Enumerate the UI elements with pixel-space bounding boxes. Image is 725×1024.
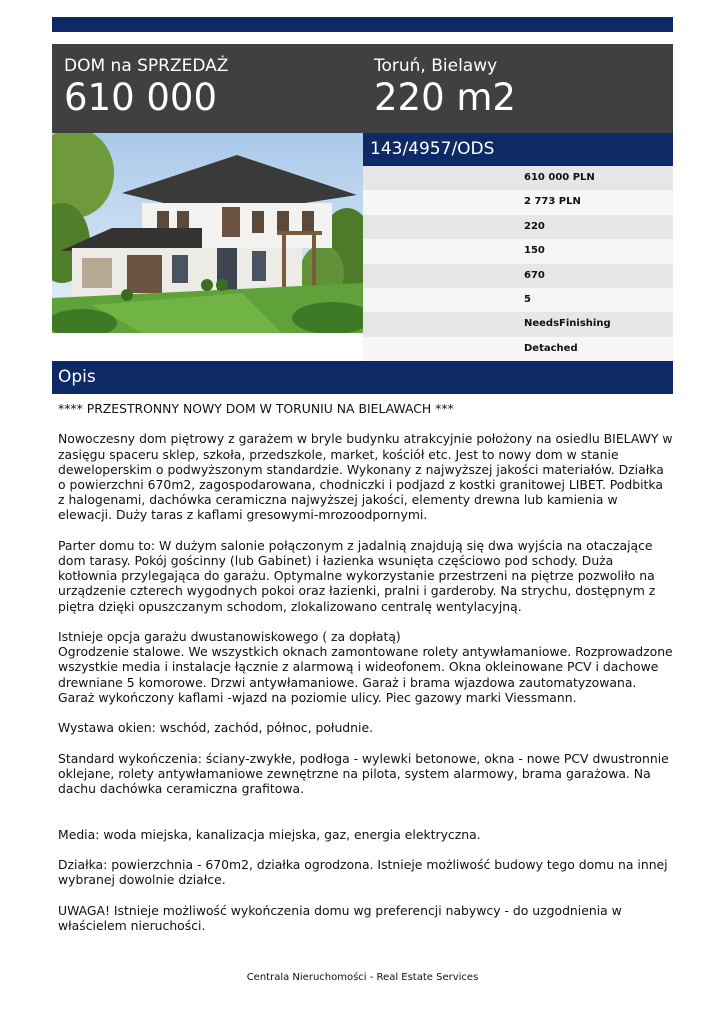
description-paragraph: Ogrodzenie stalowe. We wszystkich oknach zamontowane rolety antywłamaniowe. Rozprowadzone wszystkie media i instalacje łącznie z alarmową i wideofonem. Okna okleinowane PCV i dachowe drewniane 5 komorowe. Drzwi antywłamaniowe. Garaż i brama wjazdowa zautomatyzowana. Garaż wykończony kaflami -wjazd na poziomie ulicy. Piec gazowy marki Viessmann. (58, 644, 673, 705)
footer-text: Centrala Nieruchomości - Real Estate Services (246, 972, 479, 983)
paragraph-spacer (58, 796, 673, 811)
detail-rooms: 5 (363, 288, 673, 312)
description-paragraph: **** PRZESTRONNY NOWY DOM W TORUNIU NA BIELAWACH *** (58, 401, 454, 416)
description-paragraph: Media: woda miejska, kanalizacja miejska, gaz, energia elektryczna. (58, 826, 481, 842)
description-paragraph: Nowoczesny dom piętrowy z garażem w bryle budynku atrakcyjnie położony na osiedlu BIELAWY w zasięgu spaceru sklep, szkoła, przedszkole, market, kościół etc. Jest to nowy dom w stanie deweloperskim o podwyższonym standardzie. Wykonany z najwyższej jakości materiałów. Działka o powierzchni 670m2, zagospodarowana, chodniczki i podjazd z kostki granitowej LIBET. Podbitka z halogenami, dachówka ceramiczna najwyższej jakości, elementy drewna lub kamienia w elewacji. Duży taras z kaflami gresowymi-mrozoodpornymi. (58, 431, 673, 523)
listing-area: 220 m2 (374, 76, 516, 119)
description-paragraph: Wystawa okien: wschód, zachód, północ, południe. (58, 720, 374, 736)
description-paragraph: Istnieje opcja garażu dwustanowiskowego ( za dopłatą) (58, 629, 401, 644)
paragraph-spacer (58, 887, 673, 902)
detail-price: 610 000 PLN (363, 166, 673, 190)
paragraph-spacer (58, 416, 673, 431)
paragraph-spacer (58, 614, 673, 629)
header-left (64, 56, 228, 119)
detail-total-area: 220 (363, 215, 673, 239)
listing-type-label: DOM na SPRZEDAŻ (64, 56, 229, 76)
details-table (363, 166, 673, 361)
listing-price: 610 000 (64, 76, 218, 119)
listing-header (52, 44, 673, 133)
paragraph-spacer (58, 735, 673, 750)
description-paragraph: UWAGA! Istnieje możliwość wykończenia domu wg preferencji nabywcy - do uzgodnienia w właścielem nieruchości. (58, 902, 622, 933)
top-accent-bar (52, 17, 673, 32)
detail-plot-area: 670 (363, 264, 673, 288)
reference-number: 143/4957/ODS (363, 133, 673, 166)
house-photo (52, 133, 363, 333)
header-right (374, 56, 516, 119)
description-heading: Opis (52, 361, 673, 394)
paragraph-spacer (58, 842, 673, 857)
paragraph-spacer (58, 705, 673, 720)
detail-living-area: 150 (363, 239, 673, 263)
detail-price-per-m2: 2 773 PLN (363, 190, 673, 214)
paragraph-spacer (58, 523, 673, 538)
description-paragraph: Działka: powierzchnia - 670m2, działka ogrodzona. Istnieje możliwość budowy tego domu na innej wybranej dowolnie działce. (58, 856, 668, 888)
description-paragraph: Standard wykończenia: ściany-zwykłe, podłoga - wylewki betonowe, okna - nowe PCV dwustronnie oklejane, rolety antywłamaniowe zewnętrzne na pilota, system alarmowy, brama garażowa. Na dachu dachówka ceramiczna grafitowa. (58, 750, 669, 796)
description-paragraph: Parter domu to: W dużym salonie połączonym z jadalnią znajdują się dwa wyjścia na otaczające dom tarasy. Pokój gościnny (lub Gabinet) i łazienka wsunięta częściowo pod schody. Duża kotłownia przylegająca do garażu. Optymalne wykorzystanie przestrzeni na piętrze pozwoliło na urządzenie czterech wygodnych pokoi oraz łazienki, pralni i garderoby. Na strychu, dostępnym z piętra dzięki opuszczanym schodom, zlokalizowano centralę wentylacyjną. (58, 537, 656, 614)
listing-location: Toruń, Bielawy (374, 56, 498, 76)
detail-condition: NeedsFinishing (363, 312, 673, 336)
detail-building-type: Detached (363, 337, 673, 361)
paragraph-spacer (58, 811, 673, 826)
description-body (58, 401, 673, 933)
